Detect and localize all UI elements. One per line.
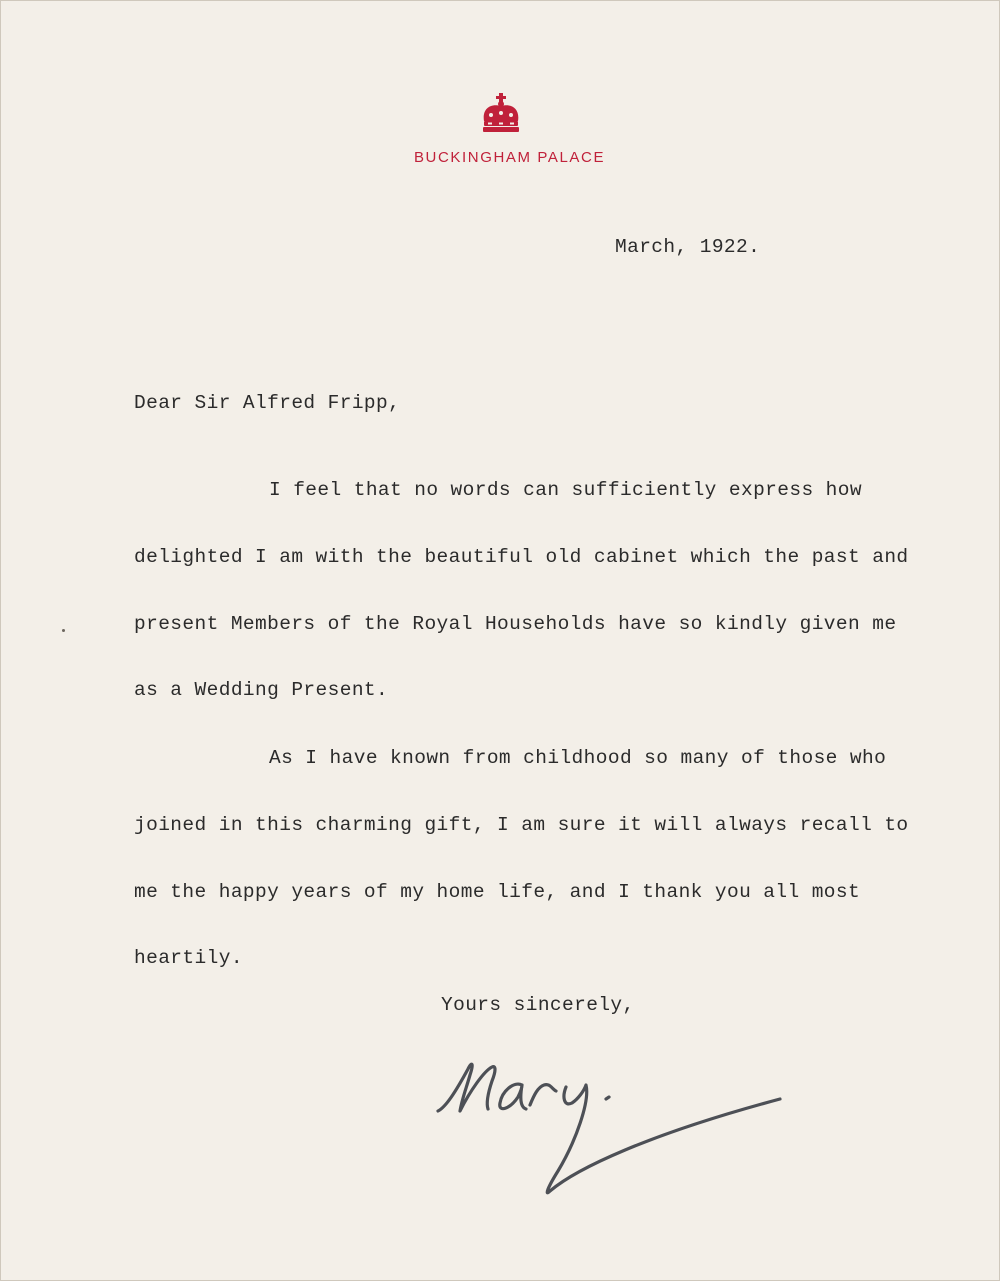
salutation: Dear Sir Alfred Fripp, — [134, 392, 401, 414]
palace-name: BUCKINGHAM PALACE — [413, 149, 606, 166]
letterhead — [1, 93, 1000, 166]
signature-mary — [426, 1041, 796, 1231]
paragraph-1-text: I feel that no words can sufficiently express how delighted I am with the beautiful old cabinet which the past and present Members of the Royal Households have so kindly given me as a Wedding Present. — [134, 479, 909, 702]
paragraph-2 — [134, 725, 924, 992]
paragraph-1 — [134, 457, 914, 724]
paper-speck — [62, 629, 65, 632]
closing: Yours sincerely, — [441, 994, 635, 1016]
letter-date: March, 1922. — [615, 236, 761, 258]
paragraph-2-text: As I have known from childhood so many of those who joined in this charming gift, I am sure it will always recall to me the happy years of my home life, and I thank you all most heartily. — [134, 747, 909, 970]
royal-crown-icon — [480, 93, 522, 133]
